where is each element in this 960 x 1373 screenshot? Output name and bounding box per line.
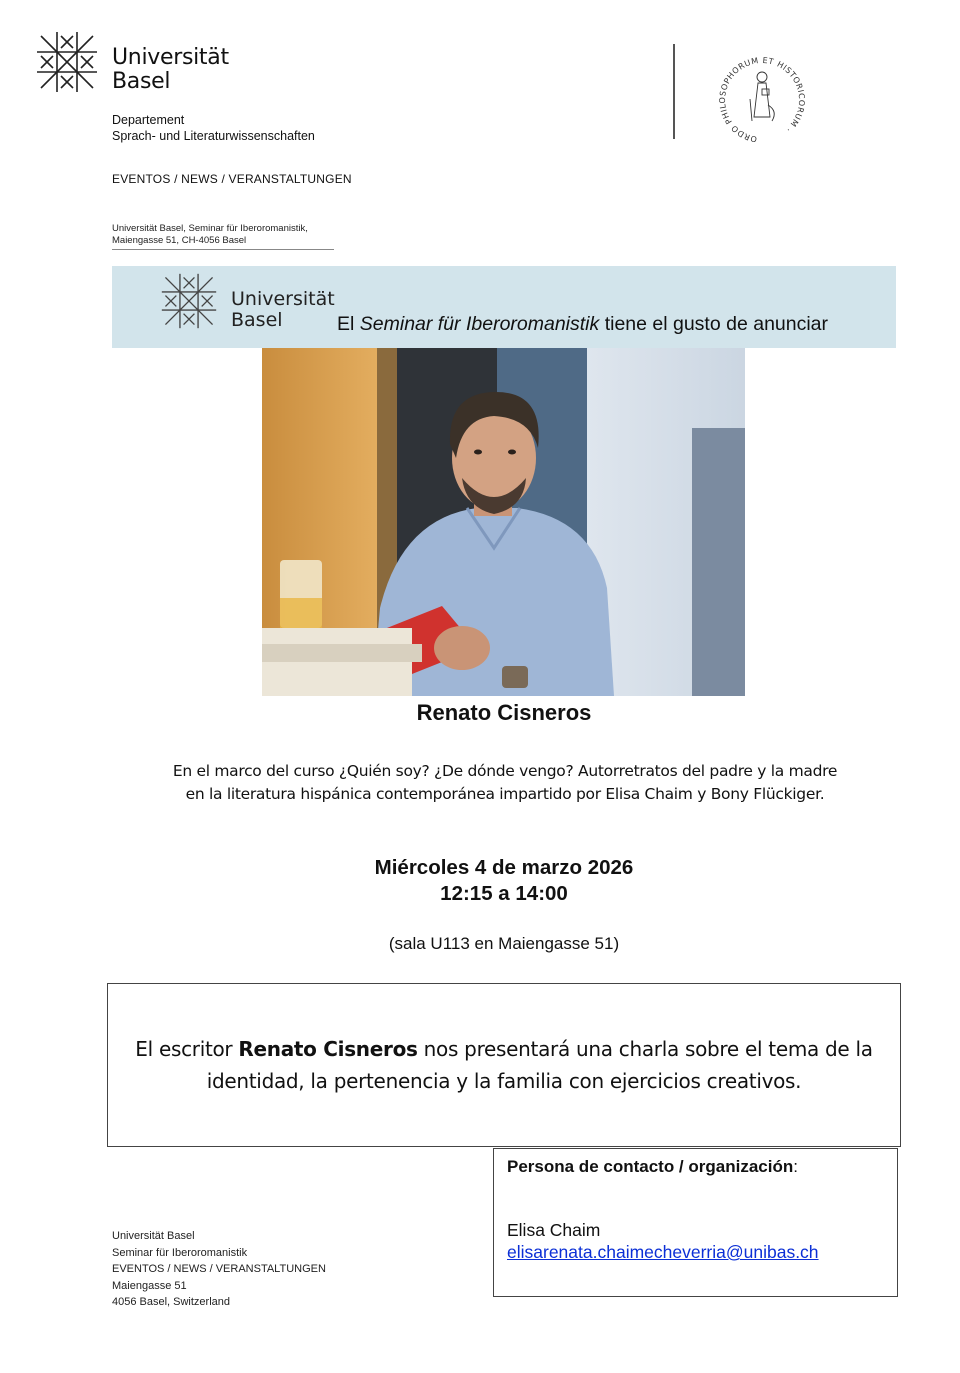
talk-description bbox=[134, 1033, 874, 1097]
footer-address-line: Universität Basel bbox=[112, 1230, 195, 1242]
speaker-photo-illustration bbox=[262, 348, 745, 696]
course-intro-line2: en la literatura hispánica contemporánea impartido por Elisa Chaim y Bony Flückiger. bbox=[185, 785, 825, 803]
seminar-name: Seminar für Iberoromanistik bbox=[359, 313, 600, 335]
banner-wordmark-line2: Basel bbox=[231, 309, 283, 331]
footer-address-line: Seminar für Iberoromanistik bbox=[112, 1246, 248, 1259]
speaker-photo bbox=[262, 348, 745, 696]
contact-title-text: Persona de contacto / organización bbox=[507, 1157, 794, 1176]
university-wordmark bbox=[112, 46, 229, 94]
section-label: EVENTOS / NEWS / VERANSTALTUNGEN bbox=[112, 172, 352, 186]
footer-address-line: EVENTOS / NEWS / VERANSTALTUNGEN bbox=[112, 1263, 326, 1275]
wordmark-line1: Universität bbox=[112, 45, 229, 70]
university-logo-icon bbox=[35, 30, 99, 94]
contact-box bbox=[493, 1148, 898, 1297]
contact-name: Elisa Chaim bbox=[507, 1220, 601, 1240]
contact-title bbox=[507, 1157, 884, 1177]
department-name bbox=[112, 112, 315, 144]
course-intro bbox=[100, 760, 910, 806]
talk-speaker: Renato Cisneros bbox=[238, 1037, 418, 1061]
announcement-suffix: tiene el gusto de anunciar bbox=[599, 313, 829, 335]
department-line2: Sprach- und Literaturwissenschaften bbox=[112, 129, 315, 143]
talk-prefix: El escritor bbox=[135, 1037, 239, 1061]
sender-address-line1: Universität Basel, Seminar für Iberoromanistik, bbox=[112, 223, 308, 234]
event-datetime bbox=[0, 855, 960, 907]
sender-address bbox=[112, 223, 334, 250]
department-line1: Departement bbox=[112, 113, 185, 127]
footer-address-line: 4056 Basel, Switzerland bbox=[112, 1296, 231, 1308]
talk-suffix: nos presentará una charla sobre el tema de la identidad, la pertenencia y la familia con ejercicios creativos. bbox=[206, 1037, 873, 1093]
announcement-text bbox=[337, 313, 828, 336]
banner-logo-icon bbox=[160, 272, 218, 330]
banner-wordmark-line1: Universität bbox=[231, 288, 335, 310]
faculty-seal-icon bbox=[712, 55, 812, 145]
contact-title-colon: : bbox=[793, 1157, 798, 1176]
event-date: Miércoles 4 de marzo 2026 bbox=[374, 856, 634, 879]
svg-text:ORDO PHILOSOPHORUM ET HISTORIC: ORDO PHILOSOPHORUM ET HISTORICORUM · bbox=[718, 55, 807, 144]
event-time: 12:15 a 14:00 bbox=[440, 882, 568, 905]
event-room: (sala U113 en Maiengasse 51) bbox=[388, 934, 620, 953]
wordmark-line2: Basel bbox=[112, 69, 171, 94]
sender-address-line2: Maiengasse 51, CH-4056 Basel bbox=[112, 235, 247, 246]
banner-wordmark bbox=[231, 289, 335, 331]
footer-address bbox=[112, 1228, 326, 1311]
header-divider bbox=[673, 44, 675, 139]
speaker-name: Renato Cisneros bbox=[416, 700, 592, 725]
footer-address-line: Maiengasse 51 bbox=[112, 1279, 187, 1292]
talk-description-box bbox=[107, 983, 901, 1147]
course-intro-line1: En el marco del curso ¿Quién soy? ¿De dónde vengo? Autorretratos del padre y la madre bbox=[172, 762, 838, 780]
contact-email-link[interactable]: elisarenata.chaimecheverria@unibas.ch bbox=[507, 1242, 819, 1262]
announcement-prefix: El bbox=[337, 313, 360, 335]
